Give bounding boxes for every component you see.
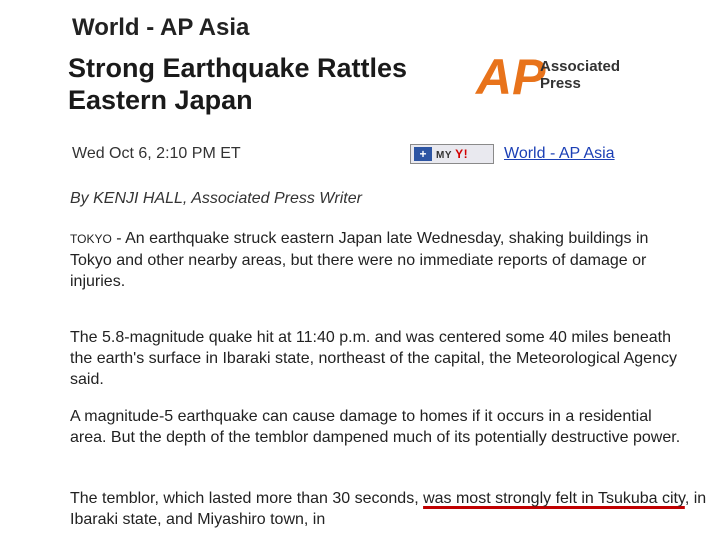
my-label-text: MY [436,150,452,161]
add-to-my-yahoo-button[interactable] [410,144,494,164]
paragraph-4-before: The temblor, which lasted more than 30 seconds, [70,490,424,507]
my-yahoo-label [436,147,468,161]
yahoo-y-text: Y! [455,147,469,161]
ap-logo-text [540,58,620,92]
article-paragraph-3 [70,406,690,448]
highlighted-phrase: was most strongly felt in Tsukuba city [423,490,685,507]
ap-logo-mark-icon [476,49,546,105]
article-dateline: Wed Oct 6, 2:10 PM ET [72,145,241,162]
ap-logo-line2: Press [540,75,581,92]
article-headline: Strong Earthquake Rattles Eastern Japan [68,53,408,115]
paragraph-3-text: A magnitude-5 earthquake can cause damage to homes if it occurs in a residential area. But the depth of the temblor dampened much of its potentially destructive power. [70,408,681,446]
article-paragraph-2 [70,327,690,390]
article-paragraph-1 [70,228,690,292]
section-title: World - AP Asia [72,14,250,41]
article-byline: By KENJI HALL, Associated Press Writer [70,190,362,207]
paragraph-2-text: The 5.8-magnitude quake hit at 11:40 p.m. and was centered some 40 miles beneath the earth's surface in Ibaraki state, northeast of the capital, the Meteorological Agency said. [70,329,677,388]
ap-logo-letters: AP [476,49,546,105]
breadcrumb-link[interactable]: World - AP Asia [504,145,615,162]
paragraph-4-after: , in Ibaraki state, and Miyashiro town, in [70,490,707,528]
plus-icon: + [414,147,432,161]
ap-logo [476,49,646,105]
paragraph-1-text: - An earthquake struck eastern Japan late Wednesday, shaking buildings in Tokyo and other nearby areas, but there were no immediate reports of damage or injuries. [70,230,649,290]
ap-logo-line1: Associated [540,58,621,75]
article-paragraph-4 [70,488,720,530]
dateline-location: TOKYO [70,232,112,246]
